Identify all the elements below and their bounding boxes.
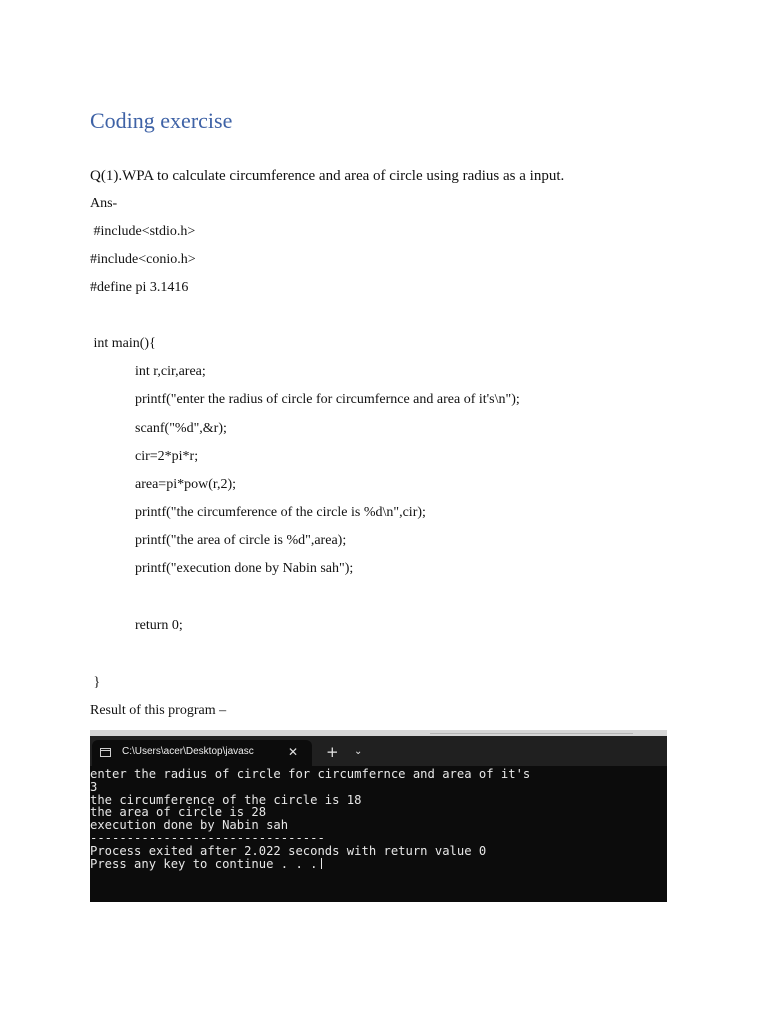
chevron-down-icon[interactable]: ⌄	[354, 746, 363, 757]
code-line-body: int r,cir,area;	[135, 364, 206, 379]
code-line-body: cir=2*pi*r;	[135, 449, 199, 464]
code-line-return: return 0;	[135, 618, 183, 633]
code-line-body: printf("the circumference of the circle is %d\n",cir);	[135, 505, 426, 520]
answer-label: Ans-	[90, 196, 118, 211]
terminal-output-line: Press any key to continue . . .	[90, 856, 318, 871]
terminal-tab-bar	[90, 736, 667, 766]
code-line-define-pi: #define pi 3.1416	[90, 280, 189, 295]
code-line-body: scanf("%d",&r);	[135, 421, 227, 436]
code-line-main-close: }	[90, 675, 101, 690]
code-line-include-stdio: #include<stdio.h>	[90, 224, 196, 239]
code-line-body: printf("execution done by Nabin sah");	[135, 561, 354, 576]
code-line-include-conio: #include<conio.h>	[90, 252, 196, 267]
terminal-output-line: execution done by Nabin sah	[90, 818, 289, 833]
code-line-body: printf("enter the radius of circle for circumfernce and area of it's\n");	[135, 392, 520, 407]
text-cursor	[321, 858, 322, 869]
code-line-body: printf("the area of circle is %d",area);	[135, 533, 347, 548]
terminal-screenshot	[90, 730, 667, 902]
terminal-output-line: --------------------------------	[90, 830, 325, 845]
page-title: Coding exercise	[90, 108, 233, 133]
terminal-output-line: the circumference of the circle is 18	[90, 792, 362, 807]
terminal-prompt-line	[90, 858, 667, 871]
question-text: Q(1).WPA to calculate circumference and area of circle using radius as a input.	[90, 168, 565, 184]
result-label: Result of this program –	[90, 703, 227, 718]
close-icon[interactable]: ✕	[288, 745, 299, 759]
terminal-tab[interactable]	[92, 740, 312, 766]
terminal-output-line: enter the radius of circle for circumfernce and area of it's	[90, 767, 531, 781]
terminal-icon	[100, 748, 111, 757]
terminal-output-line: 3	[90, 779, 98, 794]
code-line-main-open: int main(){	[90, 336, 156, 351]
code-line-body: area=pi*pow(r,2);	[135, 477, 237, 492]
terminal-output	[90, 768, 667, 870]
terminal-output-line: the area of circle is 28	[90, 805, 267, 820]
terminal-output-line: Process exited after 2.022 seconds with return value 0	[90, 843, 487, 858]
plus-icon[interactable]: +	[326, 743, 339, 761]
terminal-tab-title: C:\Users\acer\Desktop\javasc	[122, 746, 254, 757]
